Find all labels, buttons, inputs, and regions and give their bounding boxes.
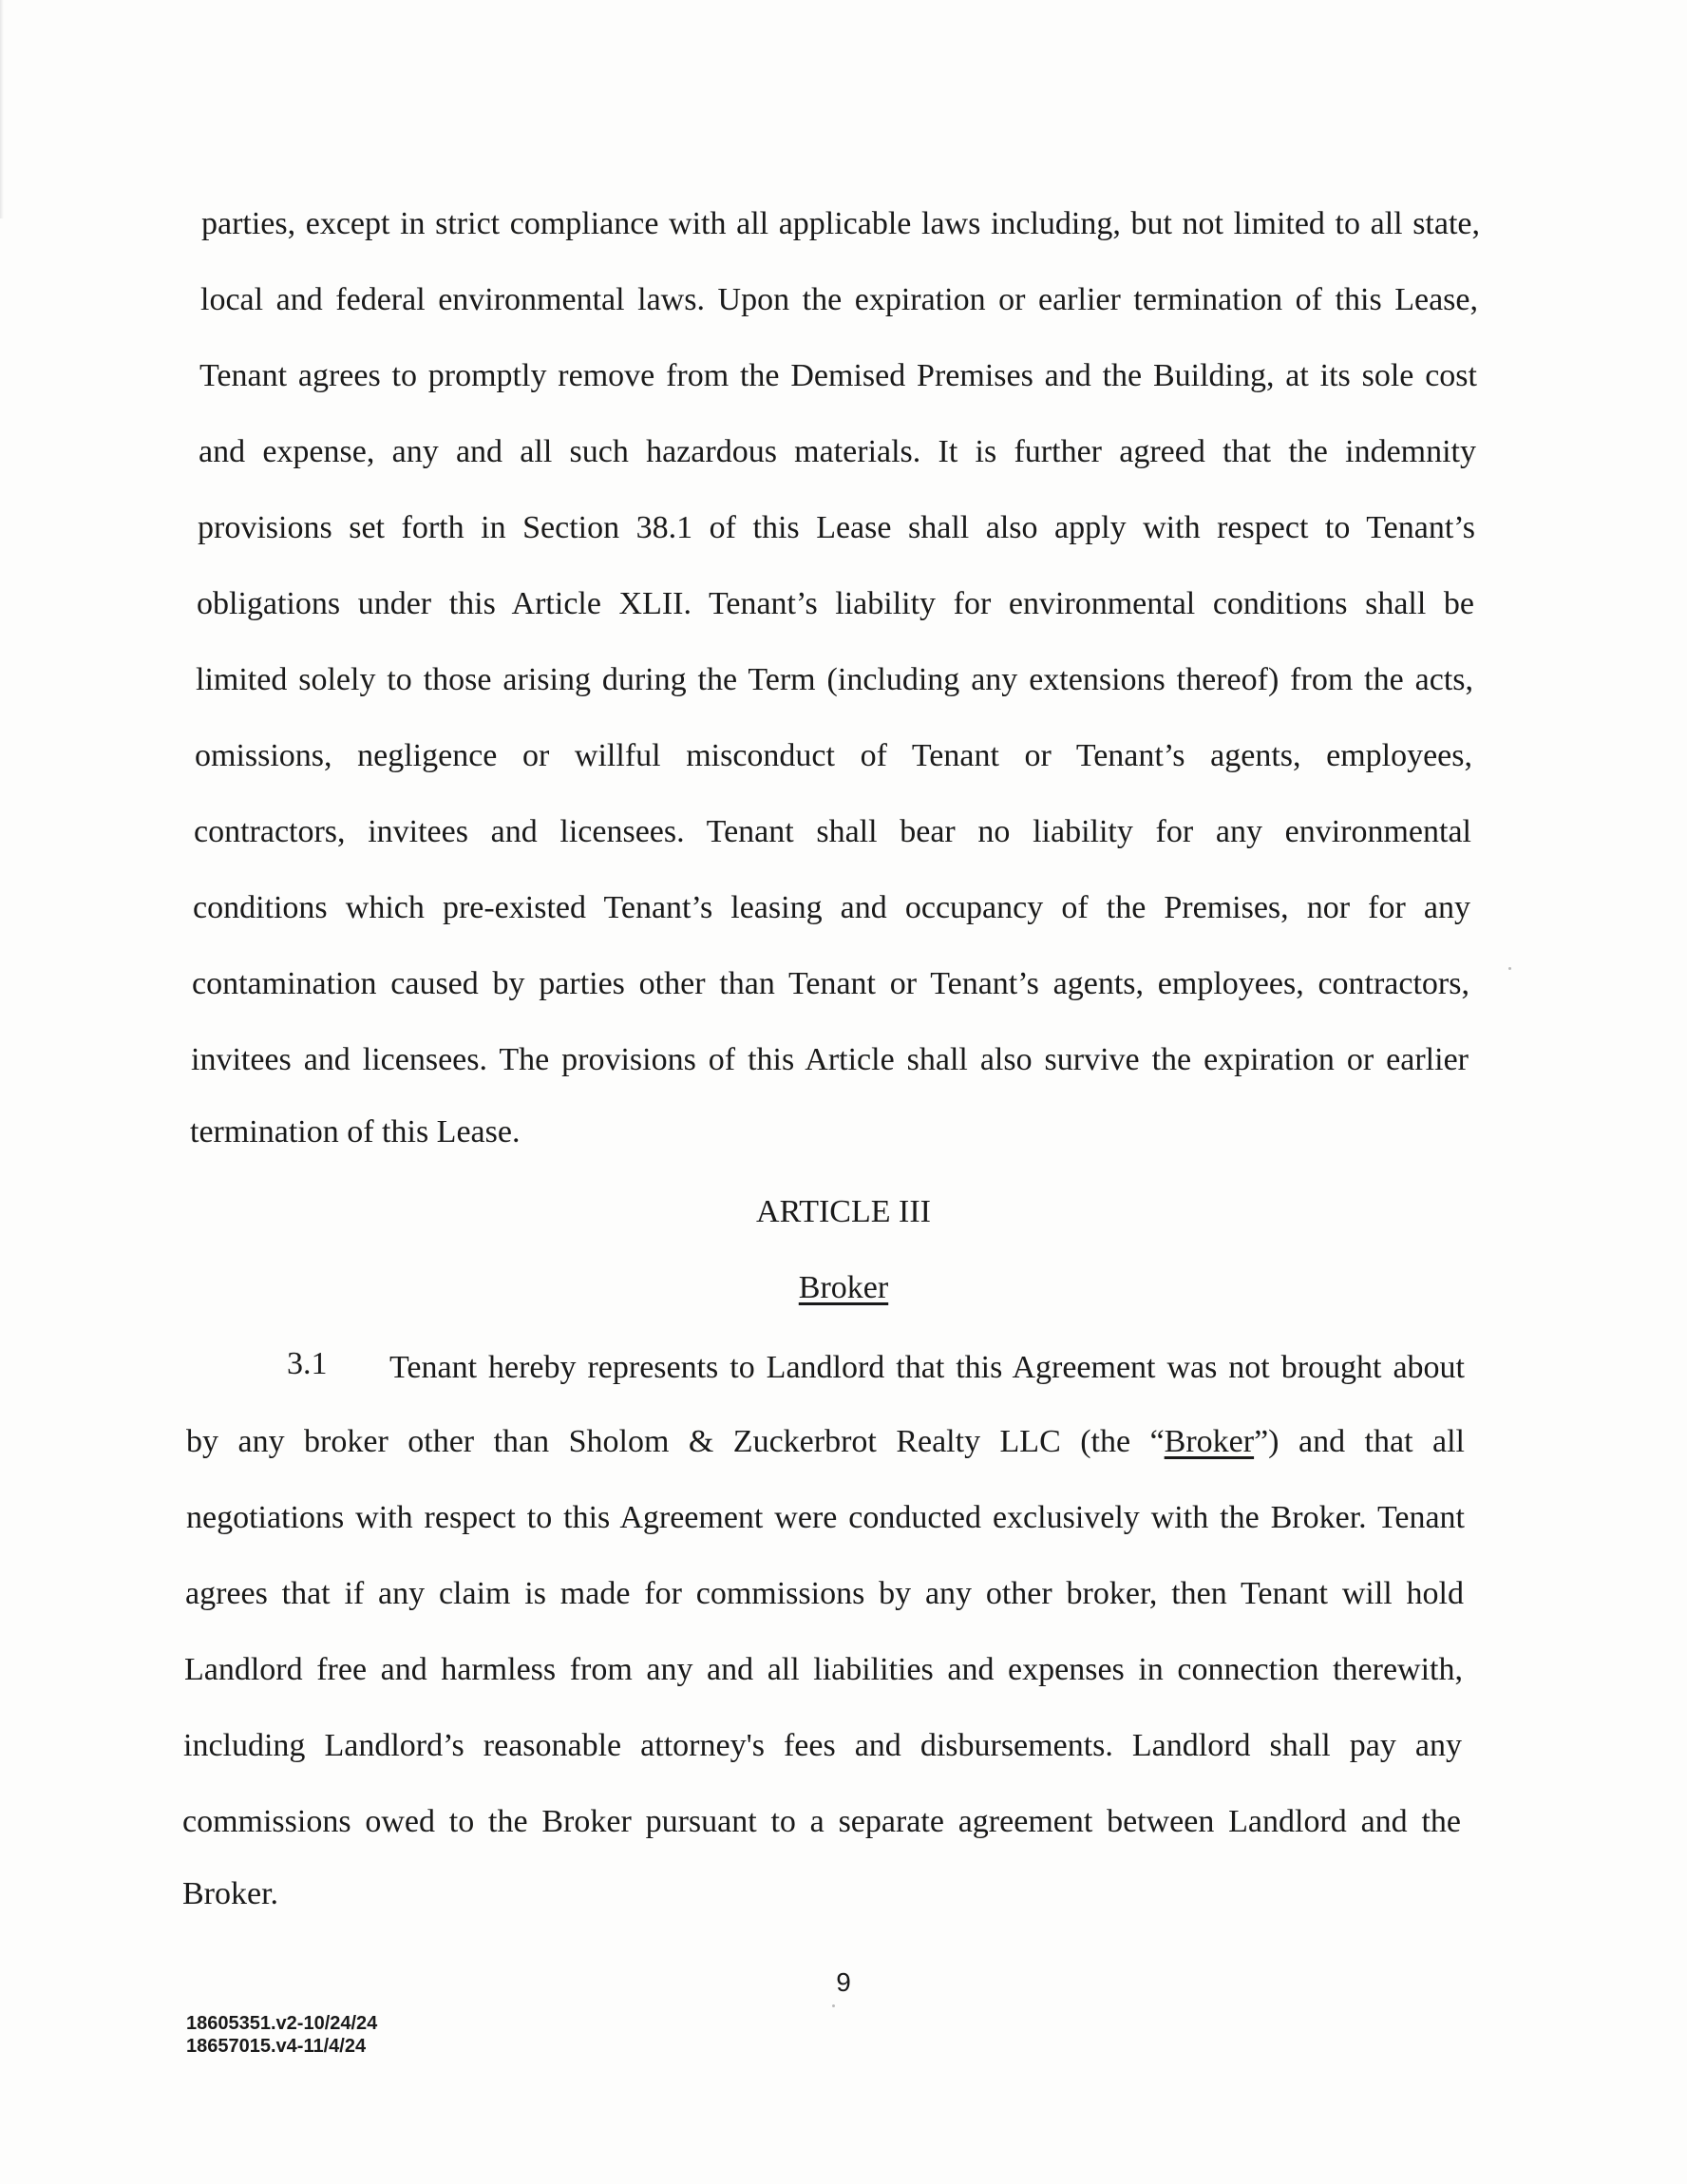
paragraph-line: provisions set forth in Section 38.1 of this Lease shall also apply with respect to Tenant’s (198, 510, 1475, 545)
section-line-text: by any broker other than Sholom & Zuckerbrot Realty LLC (the “ (186, 1424, 1165, 1459)
scan-edge-shadow (0, 0, 4, 218)
article-subheading (0, 1269, 1687, 1307)
section-line: Landlord free and harmless from any and all liabilities and expenses in connection therewith, (184, 1652, 1463, 1687)
section-line: including Landlord’s reasonable attorney's fees and disbursements. Landlord shall pay any (183, 1728, 1462, 1763)
paragraph-line: omissions, negligence or willful misconduct of Tenant or Tenant’s agents, employees, (195, 738, 1472, 773)
section-number: 3.1 (287, 1346, 328, 1381)
section-first-line: Tenant hereby represents to Landlord that this Agreement was not brought about (389, 1350, 1465, 1385)
document-id: 18657015.v4-11/4/24 (186, 2036, 367, 2057)
document-id: 18605351.v2-10/24/24 (186, 2013, 378, 2034)
paragraph-line: contamination caused by parties other than Tenant or Tenant’s agents, employees, contractors, (192, 966, 1469, 1001)
scan-speck (832, 2004, 835, 2007)
paragraph-line: contractors, invitees and licensees. Tenant shall bear no liability for any environmental (194, 814, 1471, 849)
paragraph-line: invitees and licensees. The provisions of this Article shall also survive the expiration or earlier (191, 1042, 1469, 1077)
paragraph-line-last: termination of this Lease. (190, 1114, 521, 1149)
section-line (186, 1423, 1465, 1461)
document-id-block (186, 2012, 377, 2058)
defined-term-broker: Broker (1164, 1424, 1255, 1459)
section-line: agrees that if any claim is made for commissions by any other broker, then Tenant will hold (185, 1576, 1464, 1611)
paragraph-line: and expense, any and all such hazardous materials. It is further agreed that the indemnity (199, 434, 1476, 469)
paragraph-line: parties, except in strict compliance with all applicable laws including, but not limited to all state, (201, 206, 1480, 241)
paragraph-line: conditions which pre-existed Tenant’s leasing and occupancy of the Premises, nor for any (193, 890, 1470, 925)
scan-speck (1508, 967, 1511, 970)
section-line: negotiations with respect to this Agreement were conducted exclusively with the Broker. Tenant (186, 1500, 1465, 1535)
section-line-last: Broker. (182, 1876, 279, 1911)
paragraph-line: limited solely to those arising during the Term (including any extensions thereof) from the acts, (196, 662, 1473, 697)
page-number: 9 (836, 1967, 851, 1997)
paragraph-line: obligations under this Article XLII. Tenant’s liability for environmental conditions shall be (197, 586, 1474, 621)
article-heading: ARTICLE III (756, 1194, 931, 1229)
paragraph-line: local and federal environmental laws. Upon the expiration or earlier termination of this Lease, (200, 282, 1478, 317)
paragraph-line: Tenant agrees to promptly remove from the Demised Premises and the Building, at its sole cost (199, 358, 1477, 393)
section-line: commissions owed to the Broker pursuant to a separate agreement between Landlord and the (182, 1804, 1461, 1839)
article-subheading-text: Broker (798, 1270, 889, 1305)
section-line-text: ”) and that all (1254, 1424, 1465, 1459)
